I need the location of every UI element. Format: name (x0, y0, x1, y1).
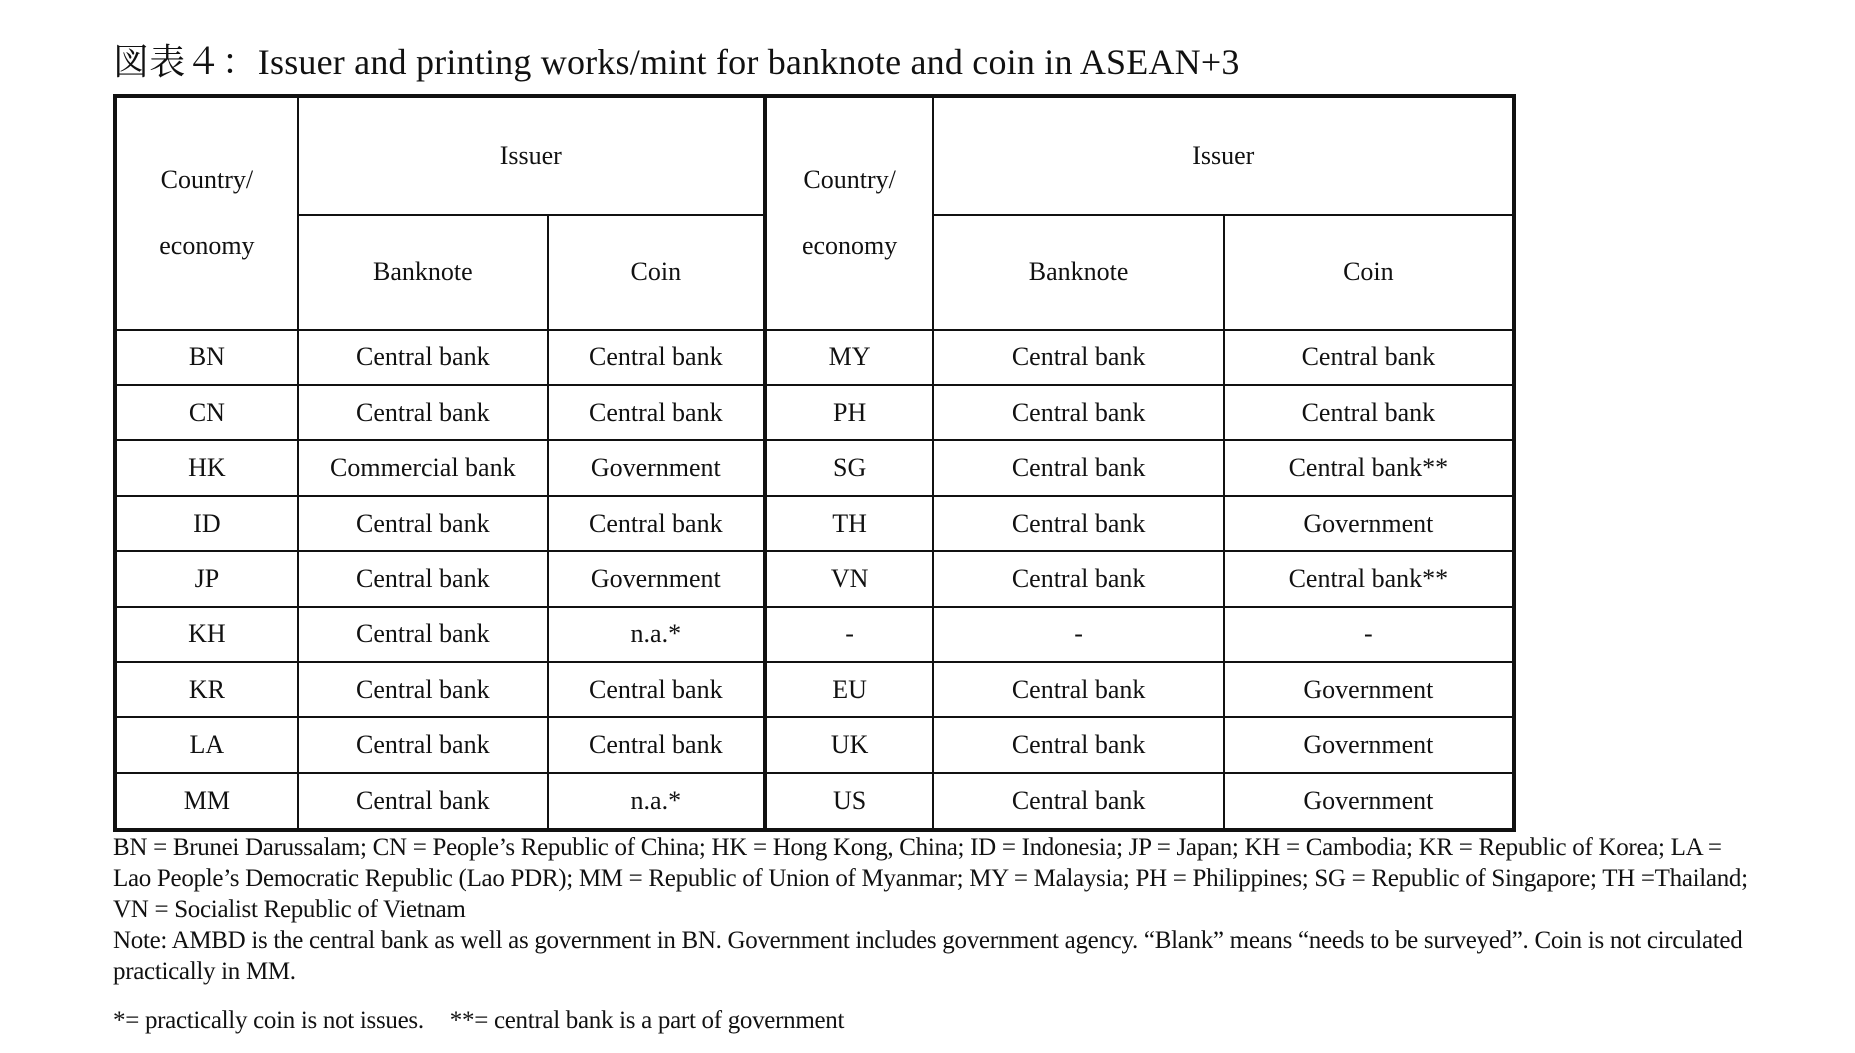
banknote-cell: Central bank (933, 440, 1223, 495)
table-row (115, 607, 1514, 662)
header-row-1 (115, 96, 1514, 215)
country-cell: - (765, 607, 934, 662)
country-header-left (115, 96, 298, 330)
banknote-header-right: Banknote (933, 215, 1223, 330)
country-header-right (765, 96, 934, 330)
table-row (115, 662, 1514, 717)
general-note: Note: AMBD is the central bank as well as government in BN. Government includes government agency. “Blank” means “needs to be surveyed”. Coin is not circulated practically in MM. (113, 927, 1743, 985)
table-row (115, 773, 1514, 830)
banknote-cell: Central bank (933, 330, 1223, 385)
page-title: 図表４：Issuer and printing works/mint for banknote and coin in ASEAN+3 (113, 42, 1240, 82)
country-cell: VN (765, 551, 934, 606)
table-row (115, 551, 1514, 606)
coin-cell: Central bank (1224, 330, 1514, 385)
banknote-header-left: Banknote (298, 215, 548, 330)
country-cell: UK (765, 717, 934, 772)
coin-cell: Central bank (548, 385, 765, 440)
banknote-cell: Central bank (933, 496, 1223, 551)
banknote-cell: Central bank (298, 773, 548, 830)
coin-cell: Government (1224, 773, 1514, 830)
issuer-table (113, 94, 1516, 832)
coin-cell: Central bank (1224, 385, 1514, 440)
coin-cell: Central bank (548, 330, 765, 385)
banknote-cell: Central bank (298, 496, 548, 551)
table-row (115, 385, 1514, 440)
footnote-single-asterisk: *= practically coin is not issues. (113, 1007, 424, 1034)
coin-cell: Central bank** (1224, 440, 1514, 495)
issuer-header-left: Issuer (298, 96, 765, 215)
footnotes (113, 1005, 1763, 1036)
banknote-cell: Central bank (933, 662, 1223, 717)
coin-cell: Central bank (548, 662, 765, 717)
country-cell: ID (115, 496, 298, 551)
abbreviations-note: BN = Brunei Darussalam; CN = People’s Republic of China; HK = Hong Kong, China; ID = Indonesia; JP = Japan; KH = Cambodia; KR = Republic of Korea; LA = Lao People’s Democratic Republic (Lao PDR); MM = Republic of Union of Myanmar; MY = Malaysia; PH = Philippines; SG = Republic of Singapore; TH =Thailand; VN = Socialist Republic of Vietnam (113, 834, 1748, 923)
footnote-double-asterisk: **= central bank is a part of government (449, 1007, 845, 1034)
coin-cell: Government (1224, 717, 1514, 772)
coin-cell: n.a.* (548, 773, 765, 830)
banknote-cell: Central bank (298, 607, 548, 662)
country-header-line2: economy (801, 231, 898, 261)
country-cell: JP (115, 551, 298, 606)
notes-section (113, 832, 1763, 1036)
country-cell: BN (115, 330, 298, 385)
table-row (115, 717, 1514, 772)
coin-cell: - (1224, 607, 1514, 662)
banknote-cell: Central bank (933, 551, 1223, 606)
coin-cell: Government (1224, 496, 1514, 551)
coin-cell: Central bank** (1224, 551, 1514, 606)
coin-cell: Government (1224, 662, 1514, 717)
banknote-cell: Central bank (298, 662, 548, 717)
country-cell: EU (765, 662, 934, 717)
coin-cell: Central bank (548, 496, 765, 551)
table-row (115, 440, 1514, 495)
coin-cell: n.a.* (548, 607, 765, 662)
coin-header-right: Coin (1224, 215, 1514, 330)
country-cell: MM (115, 773, 298, 830)
country-header-line1: Country/ (803, 165, 896, 195)
table-row (115, 496, 1514, 551)
country-cell: KH (115, 607, 298, 662)
banknote-cell: Central bank (298, 385, 548, 440)
country-cell: SG (765, 440, 934, 495)
country-cell: LA (115, 717, 298, 772)
banknote-cell: Central bank (933, 773, 1223, 830)
issuer-header-right: Issuer (933, 96, 1514, 215)
table-row (115, 330, 1514, 385)
banknote-cell: Central bank (933, 717, 1223, 772)
banknote-cell: Central bank (933, 385, 1223, 440)
coin-cell: Central bank (548, 717, 765, 772)
country-cell: TH (765, 496, 934, 551)
country-cell: KR (115, 662, 298, 717)
country-header-line1: Country/ (160, 165, 254, 195)
coin-header-left: Coin (548, 215, 765, 330)
country-cell: PH (765, 385, 934, 440)
banknote-cell: - (933, 607, 1223, 662)
banknote-cell: Commercial bank (298, 440, 548, 495)
banknote-cell: Central bank (298, 551, 548, 606)
country-cell: US (765, 773, 934, 830)
banknote-cell: Central bank (298, 717, 548, 772)
coin-cell: Government (548, 440, 765, 495)
country-cell: MY (765, 330, 934, 385)
country-cell: CN (115, 385, 298, 440)
coin-cell: Government (548, 551, 765, 606)
country-header-line2: economy (159, 231, 255, 261)
country-cell: HK (115, 440, 298, 495)
banknote-cell: Central bank (298, 330, 548, 385)
